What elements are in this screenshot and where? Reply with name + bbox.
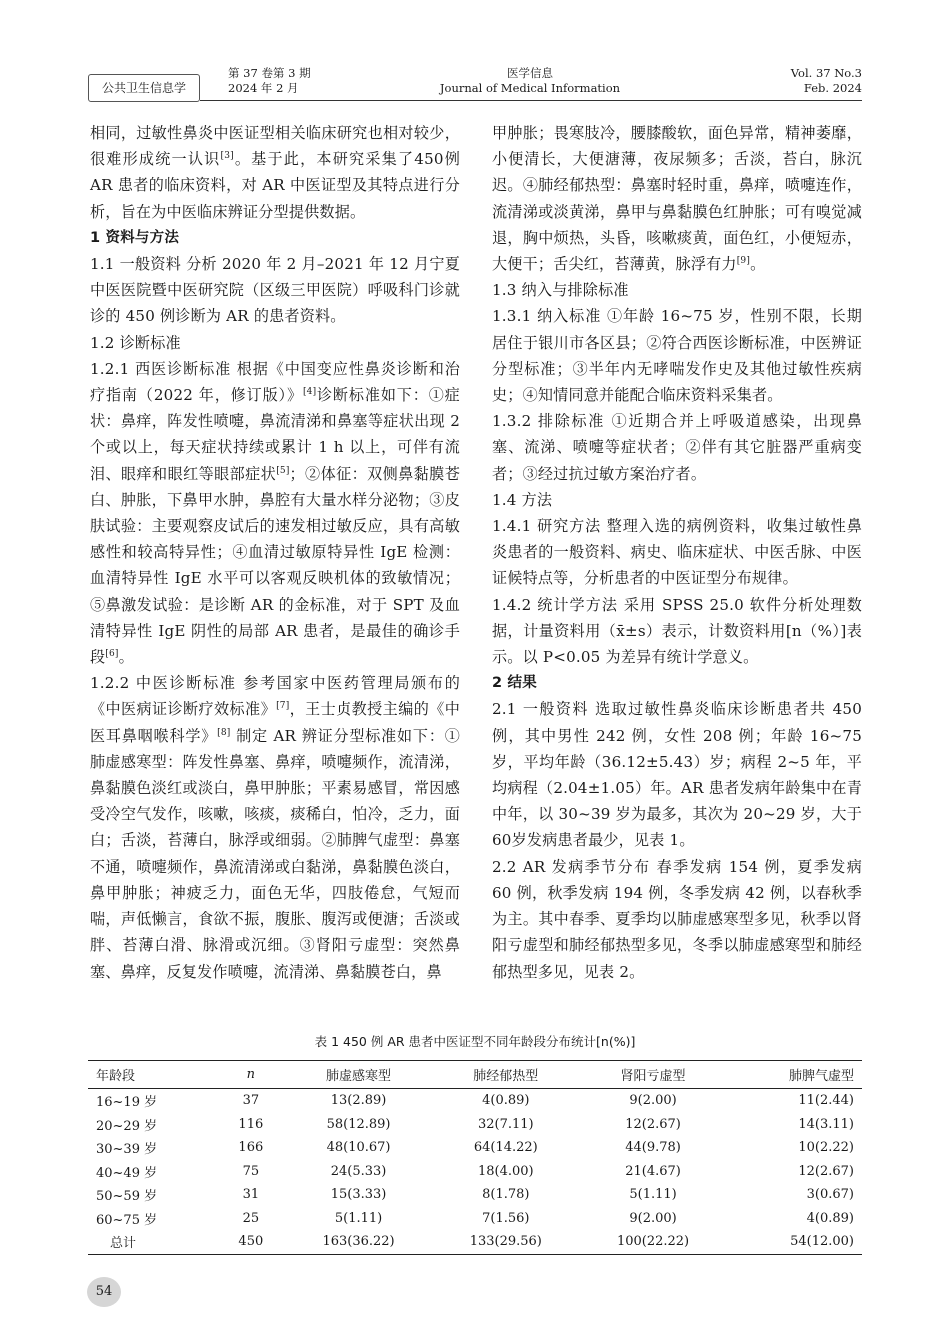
header-issue	[228, 66, 311, 96]
table-cell: 15(3.33)	[330, 1187, 387, 1203]
header-rule	[200, 100, 862, 101]
table-cell: 4(0.89)	[482, 1093, 530, 1109]
table-cell: 116	[238, 1116, 264, 1132]
table-row	[88, 1160, 862, 1184]
column-header: 肺虚感寒型	[285, 1061, 432, 1089]
header-volume-cn: 第 37 卷第 3 期	[228, 66, 311, 80]
subsection-heading: 1.4 方法	[492, 490, 553, 509]
table-cell: 54(12.00)	[727, 1230, 862, 1254]
paragraph: 1.2.1 西医诊断标准 根据《中国变应性鼻炎诊断和治疗指南（2022 年，修订版）》[4]诊断标准如下：①症状：鼻痒，阵发性喷嚏，鼻流清涕和鼻塞等症状出现 2 个或以上，每天症状持续或累计 1 h 以上，可伴有流泪、眼痒和眼红等眼部症状[5]；②体征：双侧鼻黏膜苍白、肿胀，下鼻甲水肿，鼻腔有大量水样分泌物；③皮肤试验：主要观察皮试后的速发相过敏反应，具有高敏感性和较高特异性；④血清过敏原特异性 IgE 检测：血清特异性 IgE 水平可以客观反映机体的致敏情况；⑤鼻激发试验：是诊断 AR 的金标准，对于 SPT 及血清特异性 IgE 阴性的局部 AR 患者，是最佳的确诊手段[6]。	[90, 359, 460, 667]
table-cell: 163(36.22)	[285, 1230, 432, 1254]
header-journal-cn: 医学信息	[507, 66, 553, 80]
table-cell: 16~19 岁	[96, 1095, 158, 1111]
table-cell: 10(2.22)	[798, 1140, 854, 1156]
subsection-heading: 1.2 诊断标准	[90, 333, 181, 352]
table-cell: 48(10.67)	[326, 1140, 391, 1156]
table-cell: 9(2.00)	[629, 1093, 677, 1109]
table-cell: 14(3.11)	[798, 1116, 854, 1132]
table-row	[88, 1136, 862, 1160]
table-cell: 64(14.22)	[473, 1140, 538, 1156]
section-heading: 1 资料与方法	[90, 229, 180, 246]
table-cell: 50~59 岁	[96, 1189, 158, 1205]
header-journal-en: Journal of Medical Information	[439, 81, 621, 95]
column-header: 年龄段	[88, 1061, 217, 1089]
table-cell: 12(2.67)	[625, 1116, 681, 1132]
paragraph: 1.3.1 纳入标准 ①年龄 16~75 岁，性别不限，长期居住于银川市各区县；②符合西医诊断标准，中医辨证分型标准；③半年内无哮喘发作史及其他过敏性疾病史；④知情同意并能配合临床资料采集者。	[492, 307, 862, 405]
table-cell: 8(1.78)	[482, 1187, 530, 1203]
table-cell: 58(12.89)	[326, 1116, 391, 1132]
table-cell: 60~75 岁	[96, 1212, 158, 1228]
table-cell: 9(2.00)	[629, 1210, 677, 1226]
table-cell: 21(4.67)	[625, 1163, 681, 1179]
section-badge: 公共卫生信息学	[88, 74, 200, 102]
paragraph: 1.4.1 研究方法 整理入选的病例资料，收集过敏性鼻炎患者的一般资料、病史、临床症状、中医舌脉、中医证候特点等，分析患者的中医证型分布规律。	[492, 517, 862, 588]
table-cell: 24(5.33)	[330, 1163, 387, 1179]
subsection-heading: 1.3 纳入与排除标准	[492, 281, 629, 300]
table-cell: 32(7.11)	[477, 1116, 534, 1132]
right-column	[492, 120, 862, 985]
table-cell: 11(2.44)	[798, 1093, 854, 1109]
left-column	[90, 120, 460, 985]
table-cell: 450	[217, 1230, 285, 1254]
column-header: n	[217, 1061, 285, 1089]
table-cell: 总计	[88, 1230, 217, 1254]
table-cell: 133(29.56)	[432, 1230, 579, 1254]
page-number: 54	[87, 1277, 121, 1307]
table-row	[88, 1183, 862, 1207]
column-header: 肺脾气虚型	[727, 1061, 862, 1089]
paragraph: 1.4.2 统计学方法 采用 SPSS 25.0 软件分析处理数据，计量资料用（x̄±s）表示，计数资料用[n（%）]表示。以 P<0.05 为差异有统计学意义。	[492, 595, 862, 667]
table-cell: 100(22.22)	[579, 1230, 726, 1254]
table-row	[88, 1089, 862, 1113]
header-volume-en: Vol. 37 No.3	[790, 66, 862, 80]
table-cell: 44(9.78)	[625, 1140, 681, 1156]
table-cell: 37	[242, 1093, 260, 1109]
table-cell: 5(1.11)	[334, 1210, 383, 1226]
table-cell: 25	[242, 1210, 260, 1226]
paragraph: 2.1 一般资料 选取过敏性鼻炎临床诊断患者共 450 例，其中男性 242 例，女性 208 例；年龄 16~75 岁，平均年龄（36.12±5.43）岁；病程 2~5 年，平均病程（2.04±1.05）年。AR 患者发病年龄集中在青中年，以 30~39 岁为最多，其次为 20~29 岁，大于 60岁发病患者最少，见表 1。	[492, 700, 862, 850]
table-cell: 40~49 岁	[96, 1165, 158, 1181]
table-cell: 5(1.11)	[629, 1187, 677, 1203]
column-header: 肾阳亏虚型	[579, 1061, 726, 1089]
table-header-row	[88, 1061, 862, 1089]
paragraph: 相同，过敏性鼻炎中医证型相关临床研究也相对较少，很难形成统一认识[3]。基于此，本研究采集了450例 AR 患者的临床资料，对 AR 中医证型及其特点进行分析，旨在为中医临床辨证分型提供数据。	[90, 124, 460, 221]
table-row	[88, 1113, 862, 1137]
table-row	[88, 1230, 862, 1254]
paragraph: 1.1 一般资料 分析 2020 年 2 月–2021 年 12 月宁夏中医医院暨中医研究院（区级三甲医院）呼吸科门诊就诊的 450 例诊断为 AR 的患者资料。	[90, 255, 460, 326]
table-cell: 20~29 岁	[96, 1118, 158, 1134]
column-header: 肺经郁热型	[432, 1061, 579, 1089]
table-cell: 4(0.89)	[806, 1210, 854, 1226]
header-date-cn: 2024 年 2 月	[228, 81, 299, 95]
table-cell: 75	[242, 1163, 260, 1179]
paragraph: 1.2.2 中医诊断标准 参考国家中医药管理局颁布的《中医病证诊断疗效标准》[7]，王士贞教授主编的《中医耳鼻咽喉科学》[8] 制定 AR 辨证分型标准如下：①肺虚感寒型：阵发性鼻塞、鼻痒，喷嚏频作，流清涕，鼻黏膜色淡红或淡白，鼻甲肿胀；平素易感冒，常因感受冷空气发作，咳嗽，咳痰，痰稀白，怕冷，乏力，面白；舌淡，苔薄白，脉浮或细弱。②肺脾气虚型：鼻塞不通，喷嚏频作，鼻流清涕或白黏涕，鼻黏膜色淡白，鼻甲肿胀；神疲乏力，面色无华，四肢倦怠，气短而喘，声低懒言，食欲不振，腹胀、腹泻或便溏；舌淡或胖、苔薄白滑、脉滑或沉细。③肾阳亏虚型：突然鼻塞、鼻痒，反复发作喷嚏，流清涕、鼻黏膜苍白，鼻	[90, 674, 461, 981]
header-journal	[420, 66, 640, 96]
table-cell: 31	[242, 1187, 260, 1203]
table-caption: 表 1 450 例 AR 患者中医证型不同年龄段分布统计[n(%)]	[314, 1034, 636, 1049]
table-cell: 166	[238, 1140, 264, 1156]
table-cell: 18(4.00)	[477, 1163, 534, 1179]
table-cell: 13(2.89)	[330, 1093, 387, 1109]
header-volume	[791, 66, 862, 96]
paragraph: 1.3.2 排除标准 ①近期合并上呼吸道感染，出现鼻塞、流涕、喷嚏等症状者；②伴有其它脏器严重病变者；③经过抗过敏方案治疗者。	[492, 412, 862, 483]
section-heading: 2 结果	[492, 675, 537, 692]
age-distribution-table	[88, 1060, 862, 1255]
table-cell: 7(1.56)	[482, 1210, 530, 1226]
header-date-en: Feb. 2024	[803, 81, 862, 95]
table-cell: 3(0.67)	[806, 1187, 854, 1203]
paragraph: 2.2 AR 发病季节分布 春季发病 154 例，夏季发病 60 例，秋季发病 194 例，冬季发病 42 例，以春秋季为主。其中春季、夏季均以肺虚感寒型多见，秋季以肾阳亏虚型和肺经郁热型多见，冬季以肺虚感寒型和肺经郁热型多见，见表 2。	[492, 857, 862, 981]
paragraph: 甲肿胀；畏寒肢冷，腰膝酸软，面色异常，精神萎靡，小便清长，大便溏薄，夜尿频多；舌淡，苔白，脉沉迟。④肺经郁热型：鼻塞时轻时重，鼻痒，喷嚏连作，流清涕或淡黄涕，鼻甲与鼻黏膜色红肿胀；可有嗅觉减退，胸中烦热，头昏，咳嗽痰黄，面色红，小便短赤，大便干；舌尖红，苔薄黄，脉浮有力[9]。	[492, 124, 862, 274]
table-cell: 30~39 岁	[96, 1142, 158, 1158]
table-row	[88, 1207, 862, 1231]
table-cell: 12(2.67)	[798, 1163, 854, 1179]
